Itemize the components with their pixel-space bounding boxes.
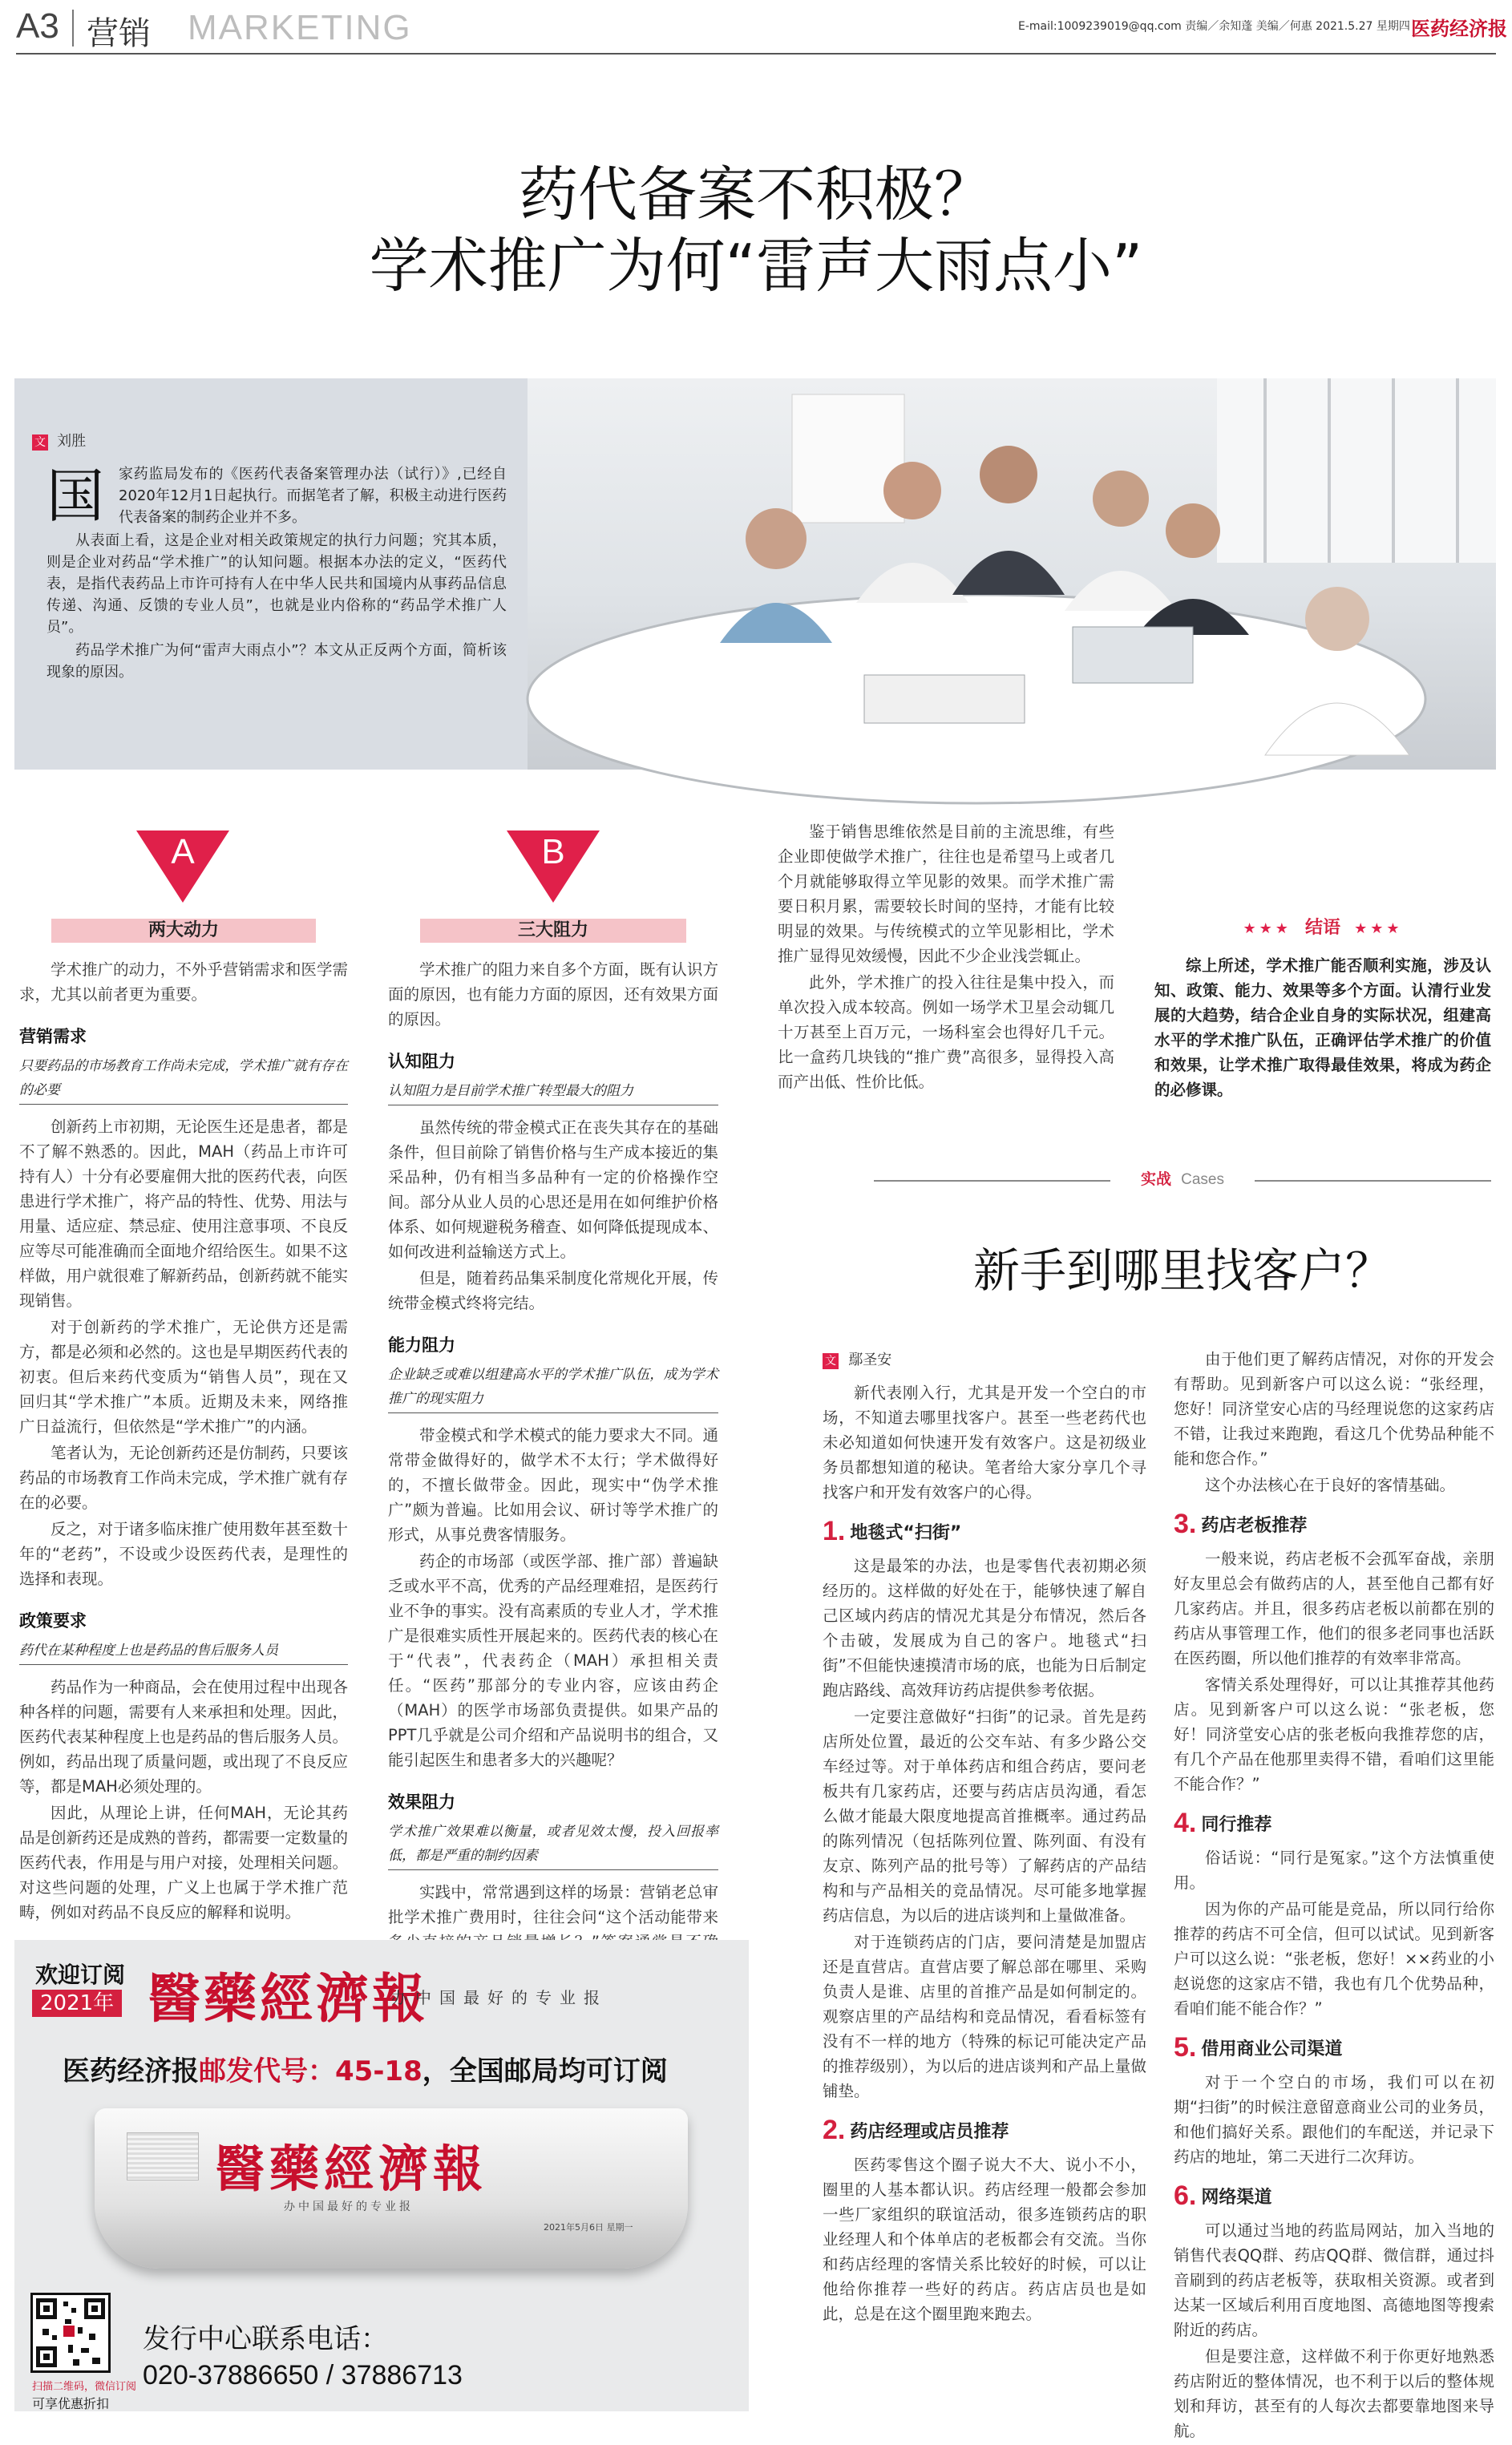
- section-a-h1: 营销需求: [19, 1027, 87, 1046]
- newspaper-roll-image: [95, 2108, 688, 2269]
- headline: [0, 160, 1512, 303]
- star-icon: ★★★: [1354, 920, 1403, 937]
- cases-header: [874, 1167, 1491, 1189]
- case-5-number: 5.: [1174, 2032, 1197, 2063]
- headline-line-1: 药代备案不积极？: [519, 160, 993, 229]
- case-4-heading: [1174, 1808, 1494, 1838]
- case-1-title: 地毯式“扫街”: [850, 1523, 962, 1543]
- ad-year: 2021年: [32, 1990, 122, 2017]
- case-3-p2: 客情关系处理得好，可以让其推荐其他药店。见到新客户可以这么说：“张老板，您好！同济堂安心店的张老板向我推荐您的店，有几个产品在他那里卖得不错，看咱们这里能不能合作？”: [1174, 1675, 1494, 1793]
- case-3-heading: [1174, 1509, 1494, 1539]
- lead-text: [46, 463, 507, 685]
- section-b-h3: 效果阻力: [388, 1792, 455, 1812]
- contact-phone: 020-37886650 / 37886713: [143, 2360, 463, 2390]
- subscription-ad: [14, 1940, 749, 2411]
- paper-brand: 醫藥經濟報: [215, 2140, 488, 2198]
- section-a-h1-sub: 只要药品的市场教育工作尚未完成，学术推广就有存在的必要: [19, 1054, 348, 1105]
- editor-meta: E-mail:1009239019@qq.com 责编／余知蓬 美编／何惠 2021.5.27 星期四: [1018, 20, 1410, 33]
- case-2-heading: [823, 2115, 1146, 2145]
- lead-byline: [32, 430, 86, 451]
- section-b-p5: 实践中，常常遇到这样的场景：营销老总审批学术推广费用时，往往会问“这个活动能带来: [388, 1883, 718, 1926]
- case-5-title: 借用商业公司渠道: [1201, 2039, 1343, 2059]
- case-1-number: 1.: [823, 1516, 846, 1546]
- case-3-number: 3.: [1174, 1509, 1197, 1539]
- cases-col-4: [1174, 1347, 1494, 2445]
- section-a-p1: 创新药上市初期，无论医生还是患者，都是不了解不熟悉的。因此，MAH（药品上市许可持有人）十分有必要雇佣大批的医药代表，向医患进行学术推广，将产品的特性、优势、用法与用量、适应症、禁忌症、使用注意事项、不良反应等尽可能准确而全面地介绍给医生。如果不这样做，用户就很难了解新药品，创新药就不能实现销售。: [19, 1117, 348, 1310]
- case-6-p2: 但是要注意，这样做不利于你更好地熟悉药店附近的整体情况，也不利于以后的整体规划和拜访，甚至有的人每次去都要靠地图来导航。: [1174, 2347, 1494, 2440]
- section-name-en: MARKETING: [188, 8, 412, 47]
- ad-slogan: 办中国最好的专业报: [391, 1988, 608, 2007]
- section-b: [388, 830, 718, 1981]
- cases-tag: [1110, 1167, 1255, 1189]
- cases-col-3: [823, 1347, 1146, 2328]
- case-6-number: 6.: [1174, 2180, 1197, 2211]
- section-a-p6: 因此，从理论上讲，任何MAH，无论其药品是创新药还是成熟的普药，都需要一定数量的医药代表，作用是与用户对接，处理相关问题。对这些问题的处理，广义上也属于学术推广范畴，例如对药品不良反应的解释和说明。: [19, 1804, 348, 1922]
- section-a-h2-sub: 药代在某种程度上也是药品的售后服务人员: [19, 1639, 348, 1665]
- section-b-h1: 认知阻力: [388, 1052, 455, 1071]
- case-4-p1: 俗话说：“同行是冤家。”这个方法慎重使用。: [1174, 1849, 1494, 1892]
- section-a-p5: 药品作为一种商品，会在使用过程中出现各种各样的问题，需要有人来承担和处理。因此，医药代表某种程度上也是药品的售后服务人员。例如，药品出现了质量问题，或出现了不良反应等，都是MAH必须处理的。: [19, 1678, 348, 1796]
- brand-logo: 医药经济报: [1411, 17, 1507, 40]
- section-b-continued: [778, 819, 1114, 1096]
- case-1-p1: 这是最笨的办法，也是零售代表初期必须经历的。这样做的好处在于，能够快速了解自己区域内药店的情况尤其是分布情况，然后各个击破，发展成为自己的客户。地毯式“扫街”不但能快速摸清市场的底，也能为日后制定跑店路线、高效拜访药店提供参考依据。: [823, 1557, 1146, 1699]
- cases-title: 新手到哪里找客户？: [972, 1243, 1392, 1298]
- section-b-h2-sub: 企业缺乏或难以组建高水平的学术推广队伍，成为学术推广的现实阻力: [388, 1363, 718, 1413]
- section-a-badge: [19, 830, 348, 919]
- case-4-p2: 因为你的产品可能是竞品，所以同行给你推荐的药店不可全信，但可以试试。见到新客户可以这么说：“张老板，您好！××药业的小赵说您的这家店不错，我也有几个优势品种，看咱们能不能合作？”: [1174, 1900, 1494, 2018]
- section-a-h2: 政策要求: [19, 1611, 87, 1631]
- author-name: 鄢圣安: [848, 1352, 892, 1368]
- case-2-p2: 由于他们更了解药店情况，对你的开发会有帮助。见到新客户可以这么说：“张经理，您好！同济堂安心店的马经理说您的这家药店不错，让我过来跑跑，看这几个优势品种能不能和您合作。”: [1174, 1350, 1494, 1468]
- masthead: [0, 0, 1512, 56]
- case-3-title: 药店老板推荐: [1201, 1516, 1308, 1536]
- qr-code-icon[interactable]: [30, 2293, 111, 2373]
- ad-postal-suffix: ，全国邮局均可订阅: [422, 2055, 668, 2087]
- page-number: A3: [16, 6, 59, 46]
- section-a: [19, 830, 348, 1926]
- conclusion-text: [1154, 953, 1491, 1102]
- conclusion: [1154, 914, 1491, 1104]
- section-a-title: 两大动力: [51, 919, 316, 943]
- section-b-h3-sub: 学术推广效果难以衡量，或者见效太慢，投入回报率低，都是严重的制约因素: [388, 1820, 718, 1870]
- section-a-p2: 对于创新药的学术推广，无论供方还是需方，都是必须和必然的。这也是早期医药代表的初衷。但后来药代变质为“销售人员”，现在又回归其“学术推广”本质。近期及未来，网络推广日益流行，但依然是“学术推广”的内涵。: [19, 1318, 348, 1436]
- section-b-h2: 能力阻力: [388, 1336, 455, 1355]
- section-a-p3: 笔者认为，无论创新药还是仿制药，只要该药品的市场教育工作尚未完成，学术推广就有存在的必要。: [19, 1444, 348, 1512]
- section-b-p3: 带金模式和学术模式的能力要求大不同。通常带金做得好的，做学术不太行；学术做得好的，不擅长做带金。因此，现实中“伪学术推广”颇为普遍。比如用会议、研讨等学术推广的形式，从事兑费客情服务。: [388, 1426, 718, 1544]
- case-1-heading: [823, 1516, 1146, 1546]
- paper-index-box: [127, 2132, 199, 2180]
- section-name-cn: 营销: [87, 15, 151, 52]
- section-a-letter: A: [171, 832, 195, 871]
- author-name: 刘胜: [57, 433, 87, 450]
- section-b-title: 三大阻力: [420, 919, 686, 943]
- author-tag: 文: [823, 1353, 839, 1369]
- case-3-p1: 一般来说，药店老板不会孤军奋战，亲朋好友里总会有做药店的人，甚至他自己都有好几家药店。并且，很多药店老板以前都在别的药店从事管理工作，他们的很多老同事也活跃在医药圈，所以他们推荐的有效率非常高。: [1174, 1550, 1494, 1667]
- drop-cap: 国: [46, 463, 105, 530]
- ad-postal-prefix: 医药经济报: [63, 2055, 199, 2087]
- lead-para-1: 家药监局发布的《医药代表备案管理办法（试行）》,已经自2020年12月1日起执行。而据笔者了解，积极主动进行医药代表备案的制药企业并不多。: [119, 466, 507, 526]
- section-b-p7: 此外，学术推广的投入往往是集中投入，而单次投入成本较高。例如一场学术卫星会动辄几十万甚至上百万元，一场科室会也得好几千元。比一盒药几块钱的“推广费”高很多，显得投入高而产出低、性价比低。: [778, 973, 1114, 1091]
- section-b-letter: B: [541, 832, 565, 871]
- conclusion-heading: [1154, 914, 1491, 939]
- meeting-photo: [528, 378, 1496, 770]
- qr-note-1: 扫描二维码，微信订阅: [32, 2381, 137, 2393]
- section-a-intro: 学术推广的动力，不外乎营销需求和医学需求，尤其以前者更为重要。: [19, 960, 348, 1004]
- cases-tag-cn: 实战: [1141, 1170, 1172, 1188]
- case-5-heading: [1174, 2032, 1494, 2063]
- paper-date: 2021年5月6日 星期一: [544, 2222, 633, 2233]
- case-2-p1: 医药零售这个圈子说大不大、说小不小，圈里的人基本都认识。药店经理一般都会参加一些厂家组织的联谊活动，很多连锁药店的职业经理人和个体单店的老板都会有交流。当你和药店经理的客情关系比较好的时候，可以让他给你推荐一些好的药店。药店店员也是如此，总是在这个圈里跑来跑去。: [823, 2156, 1146, 2323]
- conclusion-title: 结语: [1304, 918, 1340, 938]
- lead-para-2: 从表面上看，这是企业对相关政策规定的执行力问题；究其本质，则是企业对药品“学术推广”的认知问题。根据本办法的定义，“医药代表，是指代表药品上市许可持有人在中华人民共和国境内从事药品信息传递、沟通、反馈的专业人员”，也就是业内俗称的“药品学术推广人员”。: [46, 532, 507, 636]
- lead-para-3: 药品学术推广为何“雷声大雨点小”？本文从正反两个方面，简析该现象的原因。: [46, 642, 507, 681]
- case-5-p1: 对于一个空白的市场，我们可以在初期“扫街”的时候注意留意商业公司的业务员，和他们搞好关系。跟他们的车配送，并记录下药店的地址，第二天进行二次拜访。: [1174, 2073, 1494, 2166]
- case-1-p2: 一定要注意做好“扫街”的记录。首先是药店所处位置，最近的公交车站、有多少路公交车经过等。对于单体药店和组合药店，要问老板共有几家药店，还要与药店店员沟通，看怎么做才能最大限度地提高首推概率。通过药品的陈列情况（包括陈列位置、陈列面、有没有友京、陈列产品的批号等）了解药店的产品结构和与产品相关的竞品情况。尽可能多地掌握药店信息，为以后的进店谈判和上量做准备。: [823, 1707, 1146, 1925]
- paper-slogan: 办中国最好的专业报: [284, 2200, 414, 2213]
- section-b-p2: 但是，随着药品集采制度化常规化开展，传统带金模式终将完结。: [388, 1269, 718, 1312]
- case-6-heading: [1174, 2180, 1494, 2211]
- ad-welcome: 欢迎订阅: [35, 1962, 126, 1988]
- section-b-h1-sub: 认知阻力是目前学术推广转型最大的阻力: [388, 1079, 718, 1105]
- lead-box: [14, 378, 1496, 770]
- ad-postal-highlight: 邮发代号：45-18: [199, 2055, 422, 2087]
- divider: [72, 10, 74, 46]
- author-tag: 文: [32, 434, 48, 451]
- case-6-title: 网络渠道: [1201, 2188, 1272, 2208]
- case-6-p1: 可以通过当地的药监局网站，加入当地的销售代表QQ群、药店QQ群、微信群，通过抖音刷到的药店老板等，获取相关资源。或者到达某一区域后利用百度地图、高德地图等搜索附近的药店。: [1174, 2221, 1494, 2339]
- case-2-p3: 这个办法核心在于良好的客情基础。: [1205, 1476, 1456, 1494]
- case-1-p3: 对于连锁药店的门店，要问清楚是加盟店还是直营店。直营店要了解总部在哪里、采购负责人是谁、店里的首推产品是如何制定的。观察店里的产品结构和竞品情况，看看标签有没有不一样的地方（特殊的标记可能决定产品的推荐级别），为以后的进店谈判和产品上量做铺垫。: [823, 1933, 1146, 2100]
- case-4-number: 4.: [1174, 1808, 1197, 1838]
- section-b-p1: 虽然传统的带金模式正在丧失其存在的基础条件，但目前除了销售价格与生产成本接近的集采品种，仍有相当多品种有一定的价格操作空间。部分从业人员的心思还是用在如何维护价格体系、如何规避税务稽查、如何降低提现成本、如何改进利益输送方式上。: [388, 1118, 718, 1261]
- headline-line-2: 学术推广为何“雷声大雨点小”: [369, 232, 1143, 301]
- case-2-title: 药店经理或店员推荐: [850, 2122, 1009, 2142]
- masthead-rule: [16, 53, 1496, 55]
- qr-note-2: 可享优惠折扣: [32, 2396, 110, 2411]
- section-b-badge: [388, 830, 718, 919]
- case-2-number: 2.: [823, 2115, 846, 2145]
- case-4-title: 同行推荐: [1201, 1815, 1272, 1835]
- section-a-p4: 反之，对于诸多临床推广使用数年甚至数十年的“老药”，不设或少设医药代表，是理性的选择和表现。: [19, 1520, 348, 1588]
- section-b-p4: 药企的市场部（或医学部、推广部）普遍缺乏或水平不高，优秀的产品经理难招，是医药行业不争的事实。没有高素质的专业人才，学术推广是很难实质性开展起来的。医药代表的核心在于“代表”，代表药企（MAH）承担相关责任。“医药”那部分的专业内容，应该由药企（MAH）的医学市场部负责提供。如果产品的PPT几乎就是公司介绍和产品说明书的组合，又能引起医生和患者多大的兴趣呢？: [388, 1552, 718, 1769]
- cases-byline: [823, 1347, 1146, 1372]
- cases-tag-en: Cases: [1181, 1171, 1224, 1188]
- star-icon: ★★★: [1243, 920, 1292, 937]
- ad-postal-code: [63, 2049, 668, 2088]
- section-b-intro: 学术推广的阻力来自多个方面，既有认识方面的原因，也有能力方面的原因，还有效果方面的原因。: [388, 960, 718, 1029]
- section-b-p6: 鉴于销售思维依然是目前的主流思维，有些企业即使做学术推广，往往也是希望马上或者几个月就能够取得立竿见影的效果。而学术推广需要日积月累，需要较长时间的坚持，才能有比较明显的效果。与传统模式的立竿见影相比，学术推广显得见效缓慢，因此不少企业浅尝辄止。: [778, 822, 1114, 965]
- conclusion-paragraph: 综上所述，学术推广能否顺利实施，涉及认知、政策、能力、效果等多个方面。认清行业发展的大趋势，结合企业自身的实际状况，组建高水平的学术推广队伍，正确评估学术推广的价值和效果，让学术推广取得最佳效果，将成为药企的必修课。: [1154, 956, 1491, 1099]
- ad-brand: 醫藥經濟報: [148, 1967, 428, 2030]
- cases-intro: 新代表刚入行，尤其是开发一个空白的市场，不知道去哪里找客户。甚至一些老药代也未必知道如何快速开发有效客户。这是初级业务员都想知道的秘诀。笔者给大家分享几个寻找客户和开发有效客户的心得。: [823, 1384, 1146, 1501]
- contact-label: 发行中心联系电话：: [143, 2323, 388, 2355]
